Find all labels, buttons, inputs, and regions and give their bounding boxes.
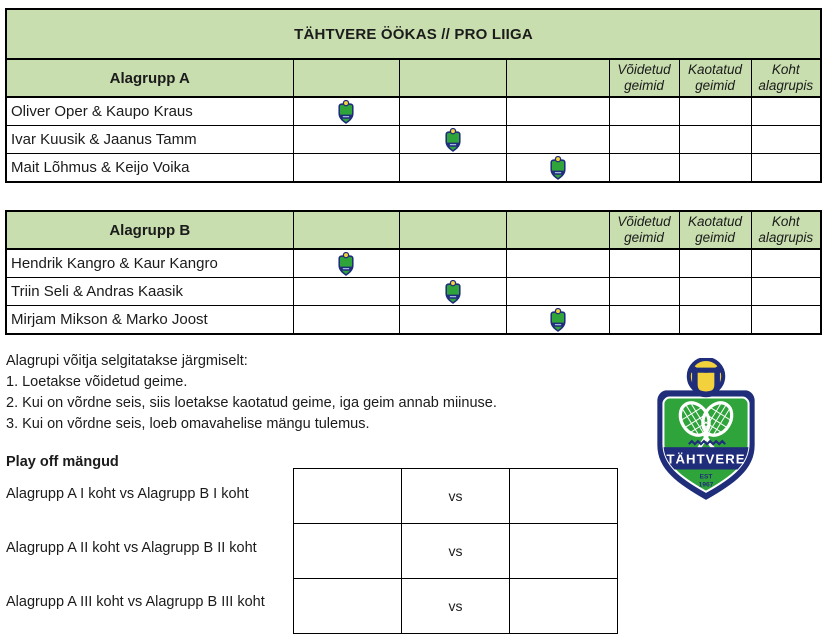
vs-label: vs xyxy=(402,469,510,524)
tahtvere-club-logo xyxy=(650,358,762,508)
score-cell[interactable] xyxy=(399,154,506,183)
vs-label: vs xyxy=(402,579,510,634)
table-row xyxy=(6,126,821,154)
table-row xyxy=(6,97,821,126)
group-b-table xyxy=(5,210,822,335)
header-empty-cell xyxy=(293,59,399,97)
lost-games-cell[interactable] xyxy=(679,306,751,335)
group-b-label: Alagrupp B xyxy=(6,211,293,249)
table-row xyxy=(6,278,821,306)
won-games-cell[interactable] xyxy=(609,154,679,183)
vs-label: vs xyxy=(402,524,510,579)
self-match-cell xyxy=(399,278,506,306)
tennis-ball-monogram-icon xyxy=(689,359,723,394)
team-name: Hendrik Kangro & Kaur Kangro xyxy=(6,249,293,278)
lost-games-cell[interactable] xyxy=(679,154,751,183)
playoff-team-b-cell[interactable] xyxy=(510,469,618,524)
header-empty-cell xyxy=(506,59,609,97)
score-cell[interactable] xyxy=(506,249,609,278)
self-match-cell xyxy=(506,154,609,183)
won-games-cell[interactable] xyxy=(609,97,679,126)
header-empty-cell xyxy=(506,211,609,249)
place-cell[interactable] xyxy=(751,97,821,126)
col-header-group-place: Koht alagrupis xyxy=(751,59,821,97)
team-badge-icon xyxy=(444,280,462,304)
tiebreaker-rules xyxy=(6,351,497,435)
team-name: Ivar Kuusik & Jaanus Tamm xyxy=(6,126,293,154)
place-cell[interactable] xyxy=(751,306,821,335)
self-match-cell xyxy=(293,249,399,278)
table-row xyxy=(6,249,821,278)
score-cell[interactable] xyxy=(506,126,609,154)
lost-games-cell[interactable] xyxy=(679,249,751,278)
logo-year-label: 1967 xyxy=(698,481,714,489)
team-name: Triin Seli & Andras Kaasik xyxy=(6,278,293,306)
col-header-won-games: Võidetud geimid xyxy=(609,211,679,249)
playoff-team-b-cell[interactable] xyxy=(510,579,618,634)
playoff-team-a-cell[interactable] xyxy=(294,524,402,579)
team-name: Oliver Oper & Kaupo Kraus xyxy=(6,97,293,126)
rule-item: 3. Kui on võrdne seis, loeb omavahelise mängu tulemus. xyxy=(6,416,370,432)
score-cell[interactable] xyxy=(293,126,399,154)
col-header-lost-games: Kaotatud geimid xyxy=(679,211,751,249)
playoff-team-a-cell[interactable] xyxy=(294,579,402,634)
header-empty-cell xyxy=(399,211,506,249)
team-name: Mait Lõhmus & Keijo Voika xyxy=(6,154,293,183)
playoff-team-a-cell[interactable] xyxy=(294,469,402,524)
group-a-label: Alagrupp A xyxy=(6,59,293,97)
place-cell[interactable] xyxy=(751,249,821,278)
playoff-team-b-cell[interactable] xyxy=(510,524,618,579)
self-match-cell xyxy=(506,306,609,335)
team-badge-icon xyxy=(337,100,355,124)
won-games-cell[interactable] xyxy=(609,126,679,154)
won-games-cell[interactable] xyxy=(609,306,679,335)
table-row xyxy=(6,306,821,335)
team-badge-icon xyxy=(549,308,567,332)
score-cell[interactable] xyxy=(399,97,506,126)
team-badge-icon xyxy=(337,252,355,276)
header-empty-cell xyxy=(293,211,399,249)
lost-games-cell[interactable] xyxy=(679,126,751,154)
score-cell[interactable] xyxy=(293,154,399,183)
group-a-table xyxy=(5,8,822,183)
rules-intro: Alagrupi võitja selgitatakse järgmiselt: xyxy=(6,353,248,369)
rule-item: 2. Kui on võrdne seis, siis loetakse kaotatud geime, iga geim annab miinuse. xyxy=(6,395,497,411)
score-cell[interactable] xyxy=(293,306,399,335)
playoff-results-table xyxy=(293,468,618,634)
score-cell[interactable] xyxy=(506,278,609,306)
self-match-cell xyxy=(293,97,399,126)
won-games-cell[interactable] xyxy=(609,278,679,306)
won-games-cell[interactable] xyxy=(609,249,679,278)
score-cell[interactable] xyxy=(293,278,399,306)
self-match-cell xyxy=(399,126,506,154)
lost-games-cell[interactable] xyxy=(679,97,751,126)
page-title: TÄHTVERE ÖÖKAS // PRO LIIGA xyxy=(6,9,821,59)
col-header-group-place: Koht alagrupis xyxy=(751,211,821,249)
col-header-lost-games: Kaotatud geimid xyxy=(679,59,751,97)
table-row xyxy=(294,524,618,579)
rule-item: 1. Loetakse võidetud geime. xyxy=(6,374,188,390)
table-row xyxy=(6,154,821,183)
logo-club-name: TÄHTVERE xyxy=(666,451,746,467)
col-header-won-games: Võidetud geimid xyxy=(609,59,679,97)
playoff-match-label: Alagrupp A III koht vs Alagrupp B III koht xyxy=(6,594,265,610)
score-cell[interactable] xyxy=(399,249,506,278)
score-cell[interactable] xyxy=(399,306,506,335)
team-badge-icon xyxy=(444,128,462,152)
lost-games-cell[interactable] xyxy=(679,278,751,306)
table-row xyxy=(294,579,618,634)
score-cell[interactable] xyxy=(506,97,609,126)
team-name: Mirjam Mikson & Marko Joost xyxy=(6,306,293,335)
playoff-heading: Play off mängud xyxy=(6,454,119,470)
logo-est-label: EST xyxy=(699,473,713,481)
place-cell[interactable] xyxy=(751,154,821,183)
playoff-match-label: Alagrupp A II koht vs Alagrupp B II koht xyxy=(6,540,257,556)
place-cell[interactable] xyxy=(751,278,821,306)
header-empty-cell xyxy=(399,59,506,97)
team-badge-icon xyxy=(549,156,567,180)
playoff-match-label: Alagrupp A I koht vs Alagrupp B I koht xyxy=(6,486,249,502)
table-row xyxy=(294,469,618,524)
place-cell[interactable] xyxy=(751,126,821,154)
